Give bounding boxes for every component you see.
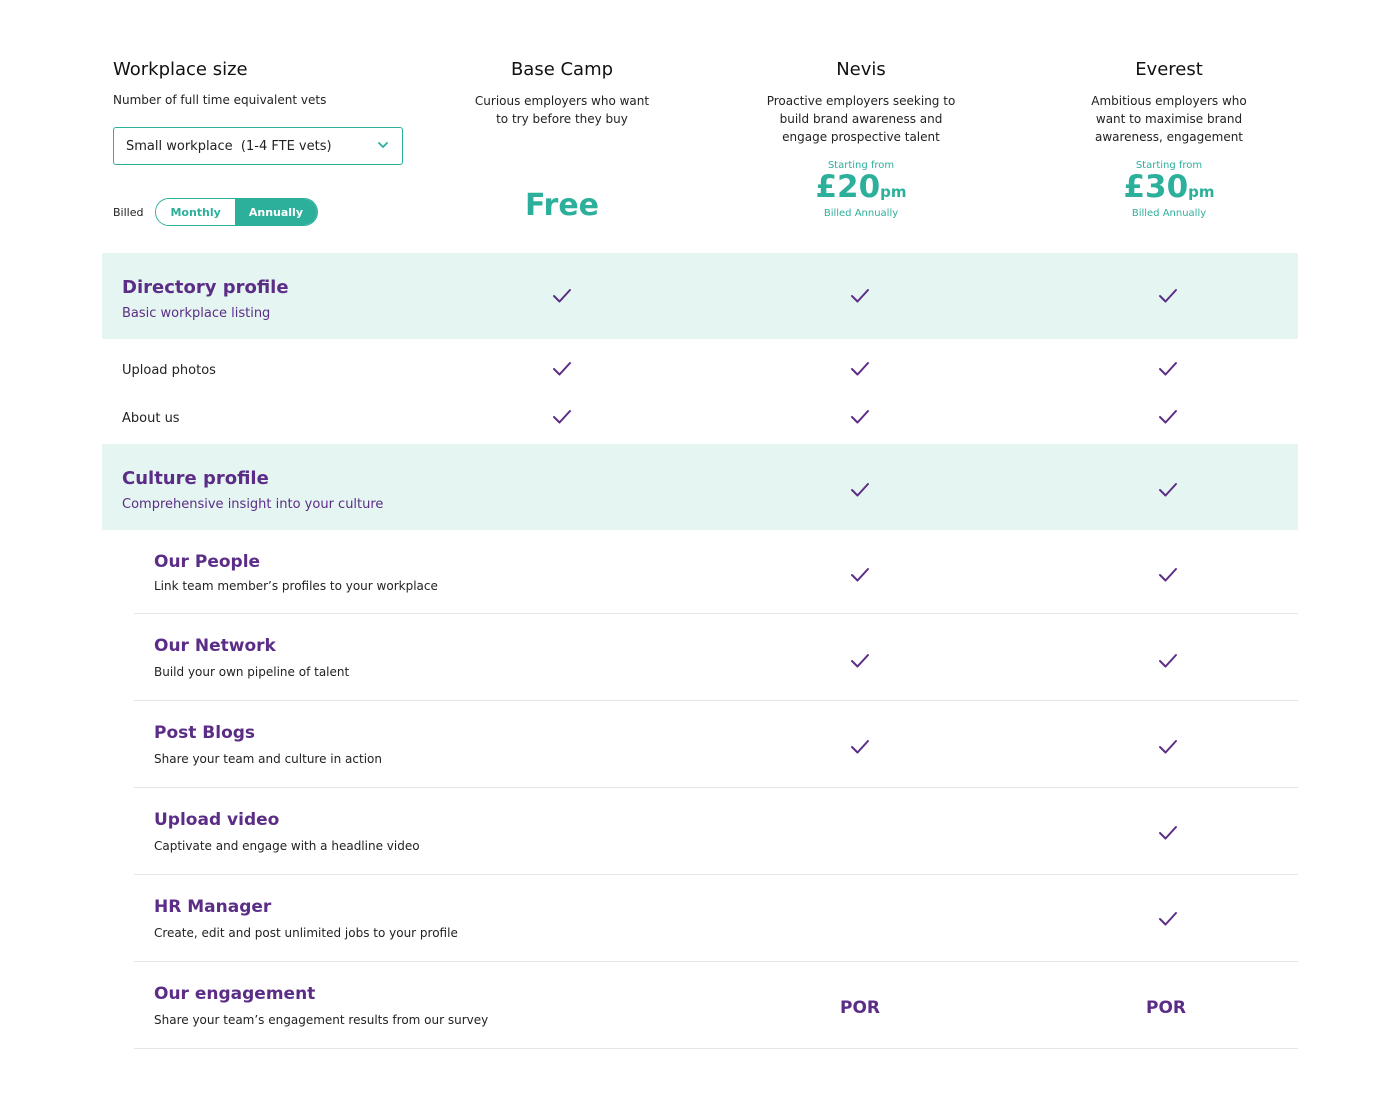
- price-amount: £30: [1123, 169, 1189, 205]
- check-icon: [552, 409, 572, 425]
- billed-annually-note: Billed Annually: [1131, 208, 1207, 219]
- feature-description: Share your team’s engagement results from our survey: [154, 1013, 489, 1027]
- row-divider: [134, 1048, 1298, 1049]
- plan-everest: [1059, 59, 1279, 219]
- section-subtitle: Basic workplace listing: [122, 306, 271, 321]
- feature-row: [102, 614, 1298, 701]
- check-icon: [850, 739, 870, 755]
- plan-description: [1059, 92, 1279, 146]
- plan-price: [1059, 171, 1279, 208]
- starting-from-label: Starting from: [1135, 160, 1203, 171]
- workplace-size-subtitle: Number of full time equivalent vets: [113, 93, 327, 107]
- feature-row: [102, 788, 1298, 875]
- plan-description-line: awareness, engagement: [1094, 130, 1244, 144]
- plan-description-line: Curious employers who want: [474, 94, 650, 108]
- price-amount: £20: [815, 169, 881, 205]
- directory-profile-section: [102, 253, 1298, 339]
- feature-label: Upload photos: [122, 363, 216, 378]
- check-icon: [1158, 825, 1178, 841]
- plan-name: Everest: [1135, 59, 1203, 80]
- check-icon: [850, 482, 870, 498]
- price-unit: pm: [880, 183, 907, 201]
- billing-monthly-option[interactable]: Monthly: [156, 199, 234, 225]
- chevron-down-icon: [376, 138, 390, 152]
- plan-description: [751, 92, 971, 146]
- plan-description-line: Proactive employers seeking to: [766, 94, 956, 108]
- por-label: POR: [1145, 998, 1186, 1018]
- plan-description-line: want to maximise brand: [1095, 112, 1243, 126]
- check-icon: [1158, 653, 1178, 669]
- pricing-header: [102, 0, 1298, 253]
- feature-title: HR Manager: [154, 897, 272, 917]
- plan-name: Nevis: [836, 59, 886, 80]
- feature-description: Share your team and culture in action: [154, 752, 382, 766]
- workplace-size-title: Workplace size: [113, 59, 248, 80]
- pricing-table: [102, 0, 1298, 1049]
- check-icon: [1158, 409, 1178, 425]
- feature-row: [102, 339, 1298, 396]
- billed-label: Billed: [113, 205, 144, 219]
- check-icon: [1158, 911, 1178, 927]
- feature-description: Build your own pipeline of talent: [154, 665, 350, 679]
- plan-price-free: Free: [524, 188, 600, 223]
- feature-title: Our Network: [154, 636, 276, 656]
- por-label: POR: [839, 998, 880, 1018]
- feature-row: [102, 530, 1298, 614]
- plan-description: [452, 92, 672, 128]
- feature-row: [102, 962, 1298, 1049]
- check-icon: [850, 409, 870, 425]
- check-icon: [1158, 361, 1178, 377]
- price-unit: pm: [1188, 183, 1215, 201]
- plan-description-line: build brand awareness and: [779, 112, 943, 126]
- plan-name: Base Camp: [510, 59, 614, 80]
- section-title: Culture profile: [122, 468, 269, 489]
- check-icon: [850, 653, 870, 669]
- plan-description-line: Ambitious employers who: [1091, 94, 1247, 108]
- section-subtitle: Comprehensive insight into your culture: [122, 497, 384, 512]
- check-icon: [552, 361, 572, 377]
- feature-row: [102, 701, 1298, 788]
- feature-title: Our engagement: [154, 984, 316, 1004]
- billing-annually-option[interactable]: Annually: [235, 199, 317, 225]
- check-icon: [1158, 567, 1178, 583]
- feature-title: Post Blogs: [154, 723, 256, 743]
- check-icon: [1158, 482, 1178, 498]
- section-title: Directory profile: [122, 277, 289, 298]
- starting-from-label: Starting from: [827, 160, 895, 171]
- check-icon: [850, 567, 870, 583]
- plan-nevis: [751, 59, 971, 219]
- billed-annually-note: Billed Annually: [823, 208, 899, 219]
- feature-title: Upload video: [154, 810, 280, 830]
- workplace-size-select[interactable]: [113, 127, 403, 165]
- feature-row: [102, 875, 1298, 962]
- feature-description: Captivate and engage with a headline video: [154, 839, 420, 853]
- feature-description: Create, edit and post unlimited jobs to your profile: [154, 926, 458, 940]
- culture-profile-section: [102, 444, 1298, 530]
- check-icon: [850, 288, 870, 304]
- plan-basecamp: [452, 59, 672, 128]
- check-icon: [1158, 739, 1178, 755]
- billing-toggle-group: [113, 198, 318, 226]
- feature-row: [102, 396, 1298, 444]
- plan-description-line: to try before they buy: [496, 112, 628, 126]
- check-icon: [552, 288, 572, 304]
- check-icon: [850, 361, 870, 377]
- workplace-size-value: Small workplace (1-4 FTE vets): [126, 138, 332, 154]
- feature-label: About us: [122, 411, 180, 426]
- plan-description-line: engage prospective talent: [782, 130, 940, 144]
- billing-toggle[interactable]: [155, 198, 318, 226]
- feature-title: Our People: [154, 552, 261, 572]
- plan-price: [751, 171, 971, 208]
- feature-description: Link team member’s profiles to your workplace: [154, 579, 438, 593]
- check-icon: [1158, 288, 1178, 304]
